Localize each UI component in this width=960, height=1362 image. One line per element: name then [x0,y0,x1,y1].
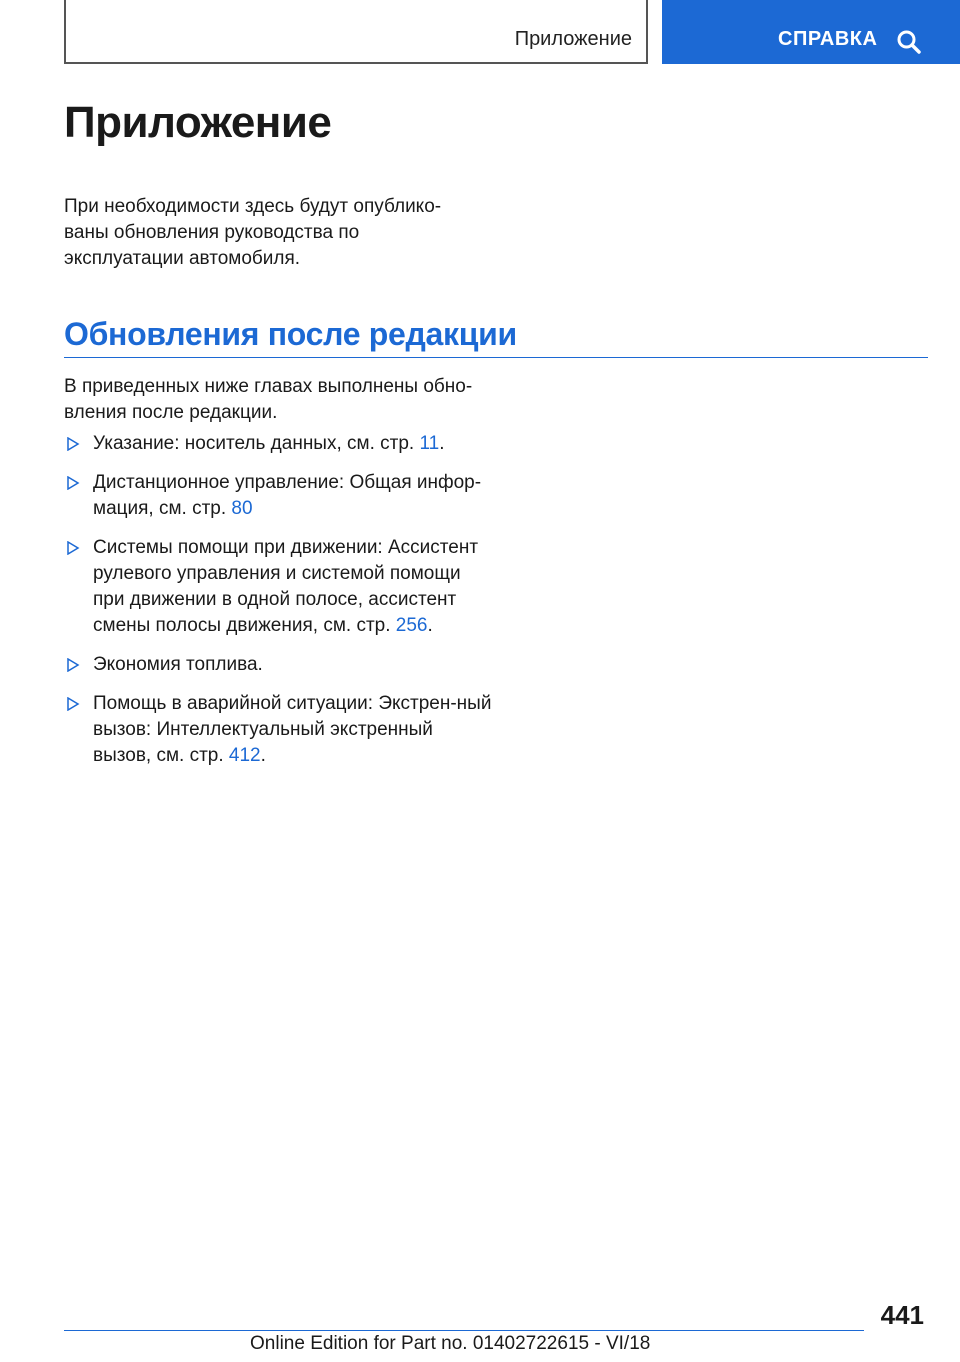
list-item-suffix: . [427,615,433,636]
list-item-suffix: . [260,745,266,766]
section-intro: В приведенных ниже главах выполнены обно-вления после редакции. [64,376,473,423]
triangle-bullet-icon [66,697,80,711]
header-section-label: Приложение [514,28,632,50]
triangle-bullet-icon [66,437,80,451]
list-item-suffix: . [439,433,445,454]
update-list [64,431,494,782]
list-item [64,431,494,457]
page-link[interactable]: 256 [395,615,428,636]
help-label[interactable]: СПРАВКА [778,28,878,50]
search-icon[interactable] [896,29,922,55]
header-section-box [64,0,648,64]
page-number: 441 [880,1300,924,1330]
triangle-bullet-icon [66,476,80,490]
triangle-bullet-icon [66,658,80,672]
list-item-text: Экономия топлива. [93,654,263,675]
list-item-text: Помощь в аварийной ситуации: Экстрен-ный вызов: Интеллектуальный экстренный вызов, см. стр. [93,693,492,766]
page-link[interactable]: 412 [228,745,261,766]
help-tab[interactable] [662,0,960,64]
triangle-bullet-icon [66,541,80,555]
list-item-text: Системы помощи при движении: Ассистент рулевого управления и системой помощи при движении в одной полосе, ассистент смены полосы движения, см. стр. [93,537,479,636]
footer-divider [64,1330,864,1331]
list-item [64,691,494,769]
list-item-text: Дистанционное управление: Общая инфор-мация, см. стр. [93,472,482,519]
list-item [64,535,494,639]
section-heading: Обновления после редакции [64,316,517,352]
page-link[interactable]: 11 [419,433,440,454]
footer-edition: Online Edition for Part no. 01402722615 - VI/18 [250,1333,651,1354]
list-item-text: Указание: носитель данных, см. стр. [93,433,420,454]
list-item [64,470,494,522]
list-item [64,652,494,678]
section-divider [64,357,928,358]
page-title: Приложение [64,98,332,147]
page-link[interactable]: 80 [231,498,253,519]
intro-paragraph: При необходимости здесь будут опублико-ваны обновления руководства по эксплуатации автомобиля. [64,196,442,269]
